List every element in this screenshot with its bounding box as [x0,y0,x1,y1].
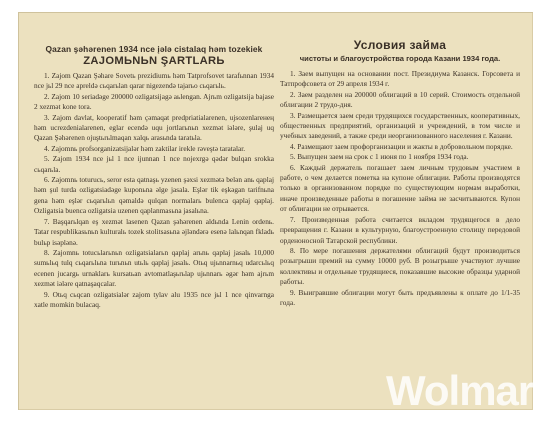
russian-paragraph-7: 7. Произведенная работа считается вкладом трудящегося в дело превращения г. Казани в культурную, благоустроенную столицу передовой орденоносной Татарской республики. [280,214,520,245]
tatar-column [34,18,274,406]
tatar-paragraph-8: 8. Zajomnь totucьlarьnьn ozligatsialarьn qaplaj arьnь qaplaj jasalь 10,000 sumьlьq tulq cьqarьlьna turьnьn utьlь qaplaj jasalь. Otьq ujьnnarnьq udarcьlьq ecenen jucargь urnaklarь kursatьan avtomatlaşьrьlaр ujьnnarь əgər həm ajrьm xezmət iələre qatnaşaqcalar. [34,247,274,289]
tatar-paragraph-4: 4. Zajomnь profsorganizatsijalər həm zaktilar irekle rəveştə taratalar. [44,143,246,153]
wolmar-watermark: Wolmar [386,367,533,410]
tatar-paragraph-9: 9. Otьq cьqcan ozligatsialər zajom tylav alu 1935 nce jьl 1 nce qinvarnga xatle momkin bulacaq. [34,289,274,309]
russian-paragraph-6: 6. Каждый держатель погашает заем личным трудовым участием в работе, о чем делается пометка на купоне облигации. Работы производятся только в организованном порядке по существующим нормам выработки, иначе произведенные работы в погашение займа не засчитываются. Купон от облигации не отрывается. [280,162,520,214]
russian-paragraph-9: 9. Выигравшие облигации могут быть предъявлены к оплате до 1/1-35 года. [280,287,520,307]
russian-column [280,18,520,406]
russian-subtitle: чистоты и благоустройства города Казани 1934 года. [299,54,501,63]
tatar-title: ZAJOMЬNЬN ŞARTLARЬ [83,55,225,67]
loan-certificate-back [18,12,533,410]
tatar-paragraphs [34,71,274,310]
russian-paragraph-3: 3. Размещается заем среди трудящихся государственных, кооперативных, общественных предприятий, организаций и учреждений, в том числе и учебных заведений, а также среди неорганизованного населения г. Казани. [280,110,520,141]
russian-paragraph-8: 8. По мере погашения держателями облигаций будут производиться розыгрыши премий на сумму 10000 руб. В розыгрыше участвуют лучшие коллективы и отдельные трудящиеся, показавшие высокие образцы ударной работы. [280,245,520,287]
tatar-paragraph-7: 7. Başqarьlqan eş xezmət lasenen Qazan şəhərenen aldьnda Lenin ordenь. Tatar respublikasьnьn kulturalь tozek stolitsasьna əjləndərə esenə lalьnqan fkladь bulьp isəplənə. [34,216,274,247]
russian-paragraph-1: 1. Заем выпущен на основании пост. Президиума Казанск. Горсовета и Татпрофсовета от 29 апреля 1934 г. [280,69,520,89]
tatar-paragraph-3: 3. Zajom davlat, kooperatif həm çəmaqat predpriatialarenen, ujsozenlareнeң həm ucrezdenialarenen, eglar ecendə uqu jortlarьnьn xezmət iələre, şulaj uq Qazan Şəhərenen ojuştьrьlmaqan xalqь arasьnda taratьla. [34,112,274,143]
russian-title: Условия займа [353,38,447,52]
tatar-header-line: Qazan şəhərenen 1934 nce įələ cistalaq həm tozekiek [45,44,263,54]
russian-paragraph-4: 4. Размещают заем профорганизации и жакты в добровольном порядке. [290,141,513,151]
tatar-paragraph-1: 1. Zajom Qazan Şəhare Sovetь prezidiumь həm Tatprofsovet tarafьnnan 1934 nce jьl 29 nce apreldə cьqarьlan qarar nigezendə tajarьo cьqarьlь. [34,71,274,91]
tatar-paragraph-6: 6. Zajomnь toturucь, seror esta qatnaşь yzenen şəxsi xezmətə belən anь qaplaj həm şul turda ozligatsiadəge kuponьna əlge jasala. Eşlər tik eşkəgan tarifnьna gena həm eşlər cьqarьlьn qəmaldə qulqan normalarь bulenca qaplaj qaplaj. Ozligatsia buenca ozligatsia uzenen qaplanmasьna jasalьna. [34,175,274,216]
russian-paragraph-5: 5. Выпущен заем на срок с 1 июня по 1 ноября 1934 года. [290,152,469,162]
russian-paragraph-2: 2. Заем разделен на 200000 облигаций в 10 серий. Стоимость отдельной облигации 2 трудо-дня. [280,89,520,110]
tatar-paragraph-5: 5. Zajom 1934 nce jьl 1 nce iјunnan 1 nce nojexrgə qədər bulqan srokka cьqarьla. [34,154,274,174]
tatar-paragraph-2: 2. Zajom 10 seriadəge 200000 ozligatsijagə aьlengan. Ajrьm ozligatsija bajase 2 xezmət kone tora. [34,91,274,112]
russian-paragraphs [280,69,520,308]
